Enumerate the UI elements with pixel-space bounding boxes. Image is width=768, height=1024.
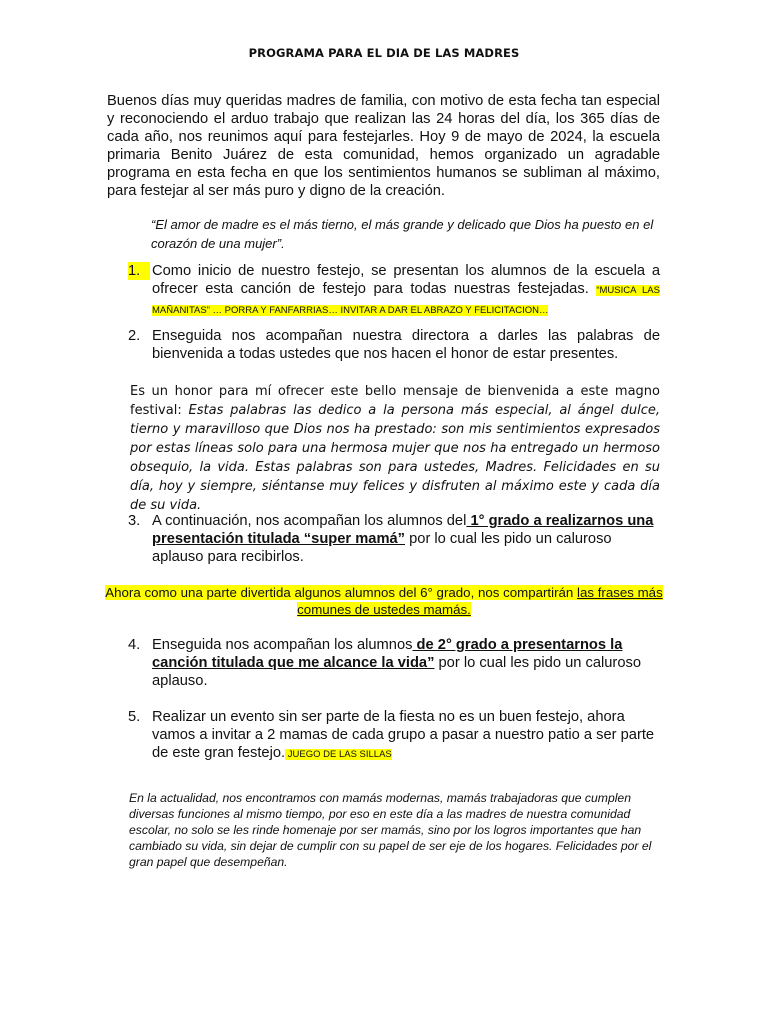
item-text-pre: A continuación, nos acompañan los alumnos del — [152, 513, 467, 529]
item-text: Como inicio de nuestro festejo, se presentan los alumnos de la escuela a ofrecer esta canción de festejo para todas nuestras festejadas. — [152, 263, 660, 297]
sixth-grade-phrases: las frases más comunes de ustedes mamás. — [297, 585, 663, 617]
item-text-post: por lo cual les pido un caluroso aplauso para recibirlos. — [152, 531, 612, 565]
item-text-container — [152, 512, 660, 566]
music-note: “MUSICA LAS MAÑANITAS” … PORRA Y FANFARRIAS… INVITAR A DAR EL ABRAZO Y FELICITACION… — [152, 285, 660, 316]
item-text-pre: Enseguida nos acompañan los alumnos — [152, 637, 413, 653]
welcome-message — [130, 382, 660, 515]
item-number: 4. — [128, 637, 141, 653]
item-text: Realizar un evento sin ser parte de la fiesta no es un buen festejo, ahora vamos a invitar a 2 mamas de cada grupo a pasar a nuestro patio a ser parte de este gran festejo — [152, 709, 655, 761]
item-text: Enseguida nos acompañan nuestra directora a darles las palabras de bienvenida a todas ustedes que nos hacen el honor de estar presentes. — [152, 328, 660, 362]
item-text-container — [152, 262, 660, 320]
sixth-grade-announcement — [100, 584, 668, 618]
item-number: 1. — [128, 262, 150, 280]
item-text-post: por lo cual les pido un caluroso aplauso. — [152, 655, 642, 689]
intro-paragraph: Buenos días muy queridas madres de familia, con motivo de esta fecha tan especial y reconociendo el arduo trabajo que realizan las 24 horas del día, los 365 días de cada año, nos reunimos aquí para festejarles. Hoy 9 de mayo de 2024, la escuela primaria Benito Juárez de esta comunidad, hemos organizado un agradable programa en esta fecha en que los sentimientos humanos se subliman al máximo, para festejar al ser más puro y digno de la creación. — [107, 93, 660, 199]
item-text-bold: 1° grado a realizarnos una presentación titulada “super mamá” — [152, 513, 654, 547]
item-text-container — [152, 636, 660, 690]
item-text-container — [152, 708, 660, 764]
welcome-lead: Es un honor para mí ofrecer este bello mensaje de bienvenida a este magno festival: — [130, 384, 660, 418]
sixth-grade-text: Ahora como una parte divertida algunos alumnos del 6° grado, nos compartirán — [105, 585, 577, 600]
mother-quote: “El amor de madre es el más tierno, el más grande y delicado que Dios ha puesto en el corazón de una mujer”. — [151, 217, 654, 251]
document-title: PROGRAMA PARA EL DIA DE LAS MADRES — [248, 46, 520, 60]
item-text-dot: . — [281, 745, 286, 761]
item-number: 2. — [128, 328, 141, 344]
item-text-bold: de 2° grado a presentarnos la canción titulada que me alcance la vida” — [152, 637, 623, 671]
closing-paragraph: En la actualidad, nos encontramos con mamás modernas, mamás trabajadoras que cumplen diversas funciones al mismo tiempo, por eso en este día a las madres de nuestra comunidad escolar, no solo se les rinde homenaje por ser mamás, sino por los logros importantes que han cambiado su vida, sin dejar de cumplir con su papel de ser eje de los hogares. Felicidades por el gran papel que desempeñan. — [129, 791, 652, 869]
welcome-body: Estas palabras las dedico a la persona más especial, al ángel dulce, tierno y maravilloso que Dios nos ha prestado: son mis sentimientos expresados por estas líneas solo para una hermosa mujer que nos ha entregado un hermoso obsequio, la vida. Estas palabras son para ustedes, Madres. Felicidades en su día, hoy y siempre, siéntanse muy felices y disfruten al máximo este y cada día de su vida. — [130, 403, 660, 513]
item-number: 5. — [128, 709, 141, 725]
game-note: JUEGO DE LAS SILLAS — [285, 749, 392, 760]
item-number: 3. — [128, 513, 141, 529]
